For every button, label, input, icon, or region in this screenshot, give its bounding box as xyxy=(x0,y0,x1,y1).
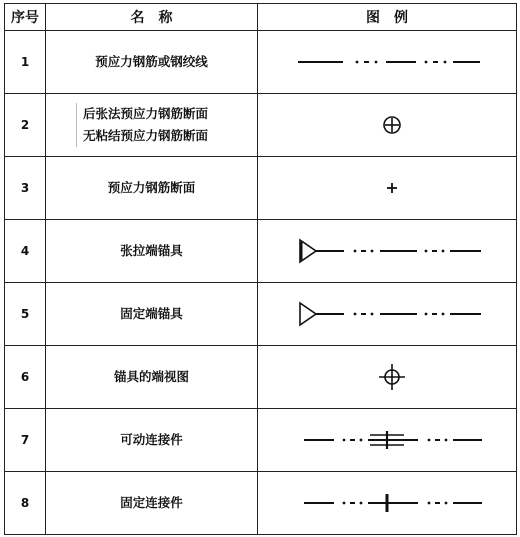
row-number: 3 xyxy=(5,157,46,220)
table-row xyxy=(5,283,517,346)
row-name: 预应力钢筋断面 xyxy=(46,157,258,220)
row-number: 1 xyxy=(5,31,46,94)
row-name-group xyxy=(76,103,257,147)
table-row xyxy=(5,409,517,472)
table-row xyxy=(5,31,517,94)
circle-cross-symbol xyxy=(258,105,517,145)
anchor-end-view-symbol xyxy=(258,357,517,397)
row-number: 5 xyxy=(5,283,46,346)
row-name: 可动连接件 xyxy=(46,409,258,472)
symbol-cell xyxy=(258,283,517,346)
row-number: 8 xyxy=(5,472,46,535)
header-legend: 图 例 xyxy=(258,4,517,31)
prestressed-tendon-symbol xyxy=(258,42,517,82)
row-number: 6 xyxy=(5,346,46,409)
table-row xyxy=(5,346,517,409)
header-row xyxy=(5,4,517,31)
row-name-line: 无粘结预应力钢筋断面 xyxy=(83,128,209,143)
row-name: 锚具的端视图 xyxy=(46,346,258,409)
tensioning-anchor-symbol xyxy=(258,231,517,271)
header-no: 序号 xyxy=(5,4,46,31)
symbol-cell xyxy=(258,472,517,535)
table-row xyxy=(5,94,517,157)
row-number: 4 xyxy=(5,220,46,283)
symbol-cell xyxy=(258,346,517,409)
symbol-cell xyxy=(258,31,517,94)
row-name xyxy=(46,94,258,157)
symbol-cell xyxy=(258,94,517,157)
row-number: 7 xyxy=(5,409,46,472)
symbol-cell xyxy=(258,157,517,220)
movable-connector-symbol xyxy=(258,420,517,460)
table-row xyxy=(5,472,517,535)
row-name: 张拉端锚具 xyxy=(46,220,258,283)
symbol-cell xyxy=(258,409,517,472)
table-row xyxy=(5,157,517,220)
table-row xyxy=(5,220,517,283)
row-name: 固定连接件 xyxy=(46,472,258,535)
row-name-line: 后张法预应力钢筋断面 xyxy=(83,106,209,121)
small-cross-symbol xyxy=(258,168,517,208)
header-name: 名 称 xyxy=(46,4,258,31)
symbol-cell xyxy=(258,220,517,283)
row-name: 固定端锚具 xyxy=(46,283,258,346)
legend-table xyxy=(4,3,517,535)
fixed-connector-symbol xyxy=(258,483,517,523)
row-name: 预应力钢筋或钢绞线 xyxy=(46,31,258,94)
row-number: 2 xyxy=(5,94,46,157)
fixed-anchor-symbol xyxy=(258,294,517,334)
